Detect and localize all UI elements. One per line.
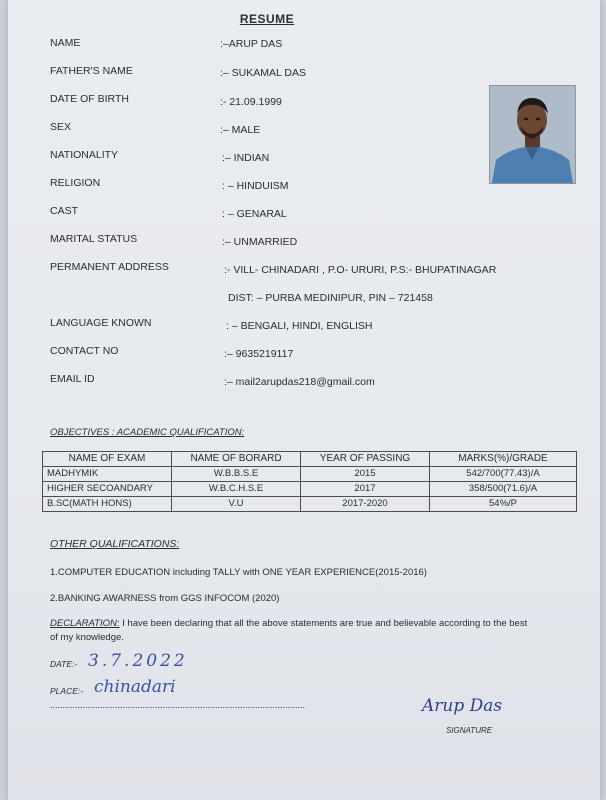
dotted-line: ...................................................................................................... [50,700,306,710]
field-label-sex: SEX [50,121,72,133]
profile-photo [489,85,576,184]
field-label-email-id: EMAIL ID [50,373,95,385]
table-cell: 2015 [301,467,430,482]
field-value-permanent-address: :- VILL- CHINADARI , P.O- URURI, P.S:- BHUPATINAGAR [224,264,497,276]
other-qualifications-heading: OTHER QUALIFICATIONS: [50,538,180,550]
date-handwritten: 3.7.2022 [88,651,188,671]
field-value-religion: : – HINDUISM [222,180,289,192]
field-value-sex: :– MALE [220,124,261,136]
academic-table [42,451,577,512]
column-header: YEAR OF PASSING [301,452,430,467]
field-value-date-of-birth: :- 21.09.1999 [220,96,282,108]
column-header: NAME OF BORARD [172,452,301,467]
table-row [43,497,577,512]
field-label-contact-no: CONTACT NO [50,345,119,357]
field-value-marital-status: :– UNMARRIED [222,236,298,248]
field-label-religion: RELIGION [50,177,101,189]
declaration-line-2: of my knowledge. [50,632,124,643]
academic-heading: OBJECTIVES : ACADEMIC QUALIFICATION: [50,427,245,438]
table-header-row [43,452,577,467]
field-label-date-of-birth: DATE OF BIRTH [50,93,129,105]
field-value-cast: : – GENARAL [222,208,287,220]
table-cell: 54%/P [430,497,577,512]
place-handwritten: chinadari [94,677,176,697]
declaration-text: I have been declaring that all the above statements are true and believable according to the best [119,618,528,629]
table-cell: W.B.C.H.S.E [172,482,301,497]
table-cell: HIGHER SECOANDARY [43,482,172,497]
field-label-marital-status: MARITAL STATUS [50,233,138,245]
table-row [43,482,577,497]
table-cell: MADHYMIK [43,467,172,482]
field-value-name: :–ARUP DAS [220,38,283,50]
other-qualification-item: 1.COMPUTER EDUCATION including TALLY with ONE YEAR EXPERIENCE(2015-2016) [50,567,427,578]
resume-page [8,0,600,800]
field-value-language-known: : – BENGALI, HINDI, ENGLISH [226,320,373,332]
table-row [43,467,577,482]
signature-handwritten: Arup Das [422,696,503,716]
field-value-permanent-address-line2: DIST: – PURBA MEDINIPUR, PIN – 721458 [228,292,433,304]
field-value-fathers-name: :– SUKAMAL DAS [220,67,306,79]
field-label-cast: CAST [50,205,79,217]
column-header: MARKS(%)/GRADE [430,452,577,467]
person-photo-icon [490,86,575,183]
field-label-fathers-name: FATHER'S NAME [50,65,133,77]
field-value-nationality: :– INDIAN [222,152,270,164]
date-label: DATE:- [50,659,78,669]
field-label-language-known: LANGUAGE KNOWN [50,317,152,329]
field-label-nationality: NATIONALITY [50,149,119,161]
table-cell: B.SC(MATH HONS) [43,497,172,512]
page-title: RESUME [239,12,295,26]
field-value-email-id: :– mail2arupdas218@gmail.com [224,376,375,388]
table-cell: 542/700(77.43)/A [430,467,577,482]
table-cell: 2017-2020 [301,497,430,512]
other-qualification-item: 2.BANKING AWARNESS from GGS INFOCOM (2020) [50,593,280,604]
field-label-permanent-address: PERMANENT ADDRESS [50,261,169,273]
field-label-name: NAME [50,37,81,49]
table-cell: V.U [172,497,301,512]
table-cell: 358/500(71.6)/A [430,482,577,497]
column-header: NAME OF EXAM [43,452,172,467]
signature-label: SIGNATURE [446,726,493,735]
declaration-line-1 [50,618,527,629]
place-label: PLACE:- [50,686,84,696]
table-cell: 2017 [301,482,430,497]
declaration-label: DECLARATION: [50,618,120,629]
field-value-contact-no: :– 9635219117 [224,348,294,360]
table-cell: W.B.B.S.E [172,467,301,482]
